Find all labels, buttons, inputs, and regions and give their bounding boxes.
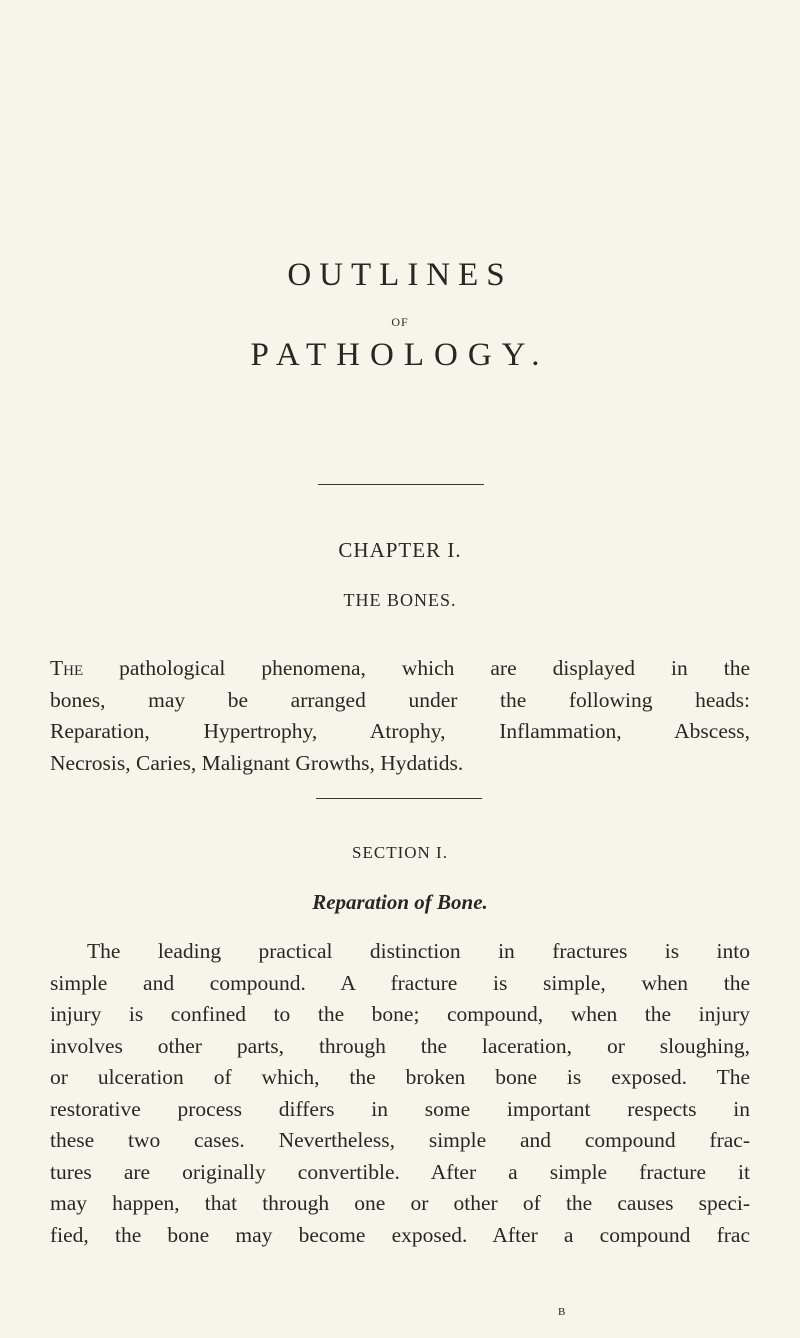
book-subtitle: PATHOLOGY. [250, 337, 550, 373]
paragraph-line: The leading practical distinction in fractures is into [87, 939, 750, 963]
paragraph-line: The pathological phenomena, which are displayed in the [50, 656, 750, 680]
paragraph-line: bones, may be arranged under the following heads: [50, 687, 750, 712]
paragraph-line: injury is confined to the bone; compound, when the injury [50, 1002, 750, 1026]
book-title: OUTLINES [287, 257, 513, 293]
paragraph-line: these two cases. Nevertheless, simple and compound frac- [50, 1128, 750, 1152]
title-connector: OF [391, 315, 409, 329]
section-subheading: Reparation of Bone. [312, 890, 488, 914]
paragraph-line: fied, the bone may become exposed. After a compound frac [50, 1222, 750, 1247]
paragraph-line: Necrosis, Caries, Malignant Growths, Hydatids. [50, 750, 464, 775]
intro-paragraph [50, 653, 750, 779]
paragraph-line: Reparation, Hypertrophy, Atrophy, Inflammation, Abscess, [50, 719, 750, 743]
paragraph-line: or ulceration of which, the broken bone is exposed. The [50, 1065, 750, 1089]
section-heading: SECTION I. [352, 843, 448, 862]
paragraph-line: involves other parts, through the laceration, or sloughing, [50, 1033, 750, 1058]
paragraph-line: simple and compound. A fracture is simple, when the [50, 970, 750, 995]
divider-rule [318, 484, 484, 485]
chapter-subheading: THE BONES. [343, 590, 457, 610]
signature-mark: B [558, 1306, 567, 1318]
drop-word: The [50, 656, 84, 680]
paragraph-line: tures are originally convertible. After a simple fracture it [50, 1159, 750, 1184]
chapter-heading: CHAPTER I. [338, 538, 462, 562]
body-paragraph [50, 936, 750, 1251]
paragraph-line: restorative process differs in some important respects in [50, 1096, 750, 1121]
divider-rule [316, 798, 482, 799]
paragraph-line: may happen, that through one or other of the causes speci- [50, 1191, 750, 1215]
